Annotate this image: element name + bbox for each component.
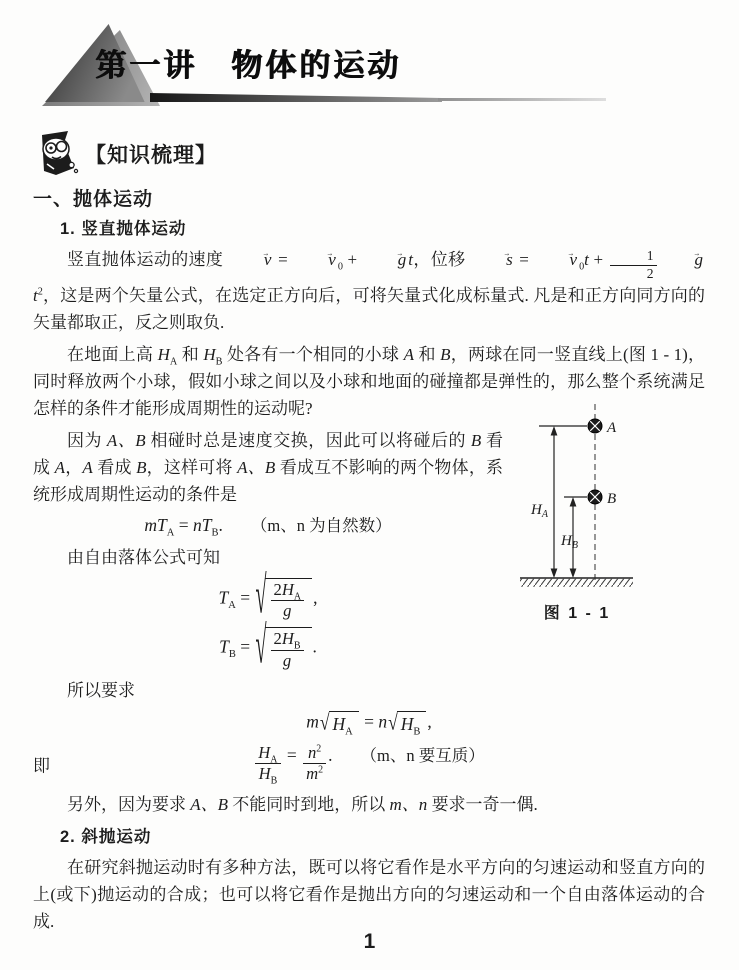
radicand: $H_B$ [397, 711, 427, 736]
var-m: m [144, 514, 158, 535]
fraction-denominator: $H_B$ [258, 764, 278, 787]
ball-B-icon [588, 490, 602, 504]
paragraph-vertical-projectile-formulas [33, 246, 705, 336]
subscript: A [228, 599, 236, 611]
var-A: A [54, 457, 66, 477]
text-run: 看成 [33, 430, 504, 477]
page-content [33, 184, 705, 940]
var-TB: T [219, 636, 229, 657]
var-TB: T [201, 514, 212, 535]
figure-label-HA: $H_A$ [531, 501, 548, 520]
vector-v: → v [230, 246, 272, 273]
var-mn: m、n [389, 795, 428, 815]
fraction-2HB-over-g [271, 630, 304, 670]
text-run: ，这样可将 [146, 457, 238, 477]
figure-caption: 图 1 - 1 [543, 604, 611, 622]
subscript: 0 [337, 261, 343, 273]
paragraph-odd-even [33, 791, 705, 818]
text-run: ，两球在同一竖直线上(图 1 - 1)，同时释放两个小球，假如小球之间以及小球和地面的碰撞都是弹性的，那么整个系统满足怎样的条件才能形成周期性的运动呢? [33, 344, 706, 418]
chapter-banner [0, 24, 739, 110]
square-root [255, 568, 313, 627]
figure-label-B: B [607, 490, 617, 507]
comma-mark: , [427, 711, 432, 732]
figure-text-region [33, 419, 705, 676]
var-t: t [33, 285, 38, 305]
fraction-n2-over-m2 [303, 744, 326, 784]
text-run: ，位移 [412, 250, 471, 269]
equation-height-ratio [33, 742, 705, 787]
fraction-numerator: 1 [610, 249, 657, 266]
subscript: A [166, 527, 175, 539]
fraction-numerator: $2H_A$ [271, 581, 305, 601]
radical-sign-icon: √ [255, 568, 267, 627]
paragraph-so-require: 所以要求 [67, 680, 135, 700]
var-TA: T [218, 587, 229, 608]
fraction-denominator: g [283, 601, 292, 621]
ball-A-icon [588, 419, 602, 433]
var-t: t [584, 250, 589, 269]
text-run: 另外，因为要求 [67, 795, 191, 815]
scholar-mascot-icon [35, 130, 81, 177]
subsection-title-oblique-projectile: 2. 斜抛运动 [60, 828, 152, 847]
text-run: 不能同时到地，所以 [228, 795, 390, 815]
square-root [255, 618, 311, 676]
equation-m-sqrt-HA [33, 711, 705, 736]
radicand [265, 627, 312, 670]
ground-hatching [520, 579, 633, 587]
connector-ji: 即 [33, 756, 50, 776]
text-run: 要求一奇一偶. [427, 795, 538, 815]
var-AB: A、B [106, 430, 146, 450]
subscript: A [169, 356, 178, 368]
equals-sign: = [273, 250, 293, 269]
equals-sign: = [235, 636, 255, 657]
var-HB: H [203, 344, 216, 364]
var-B: B [136, 457, 147, 477]
subscript: B [215, 356, 223, 368]
var-t: t [408, 250, 413, 269]
equation-TB [33, 618, 705, 676]
text-run: ， [65, 457, 83, 477]
fraction-HA-over-HB [255, 742, 280, 787]
var-AB: A、B [237, 457, 276, 477]
period-mark: . [328, 744, 333, 765]
page-number: 1 [363, 930, 376, 953]
height-arrow-HA [551, 426, 558, 578]
plus-sign: + [342, 250, 362, 269]
vector-v0: → v [536, 246, 578, 273]
text-run: 和 [177, 344, 204, 364]
var-n: n [193, 514, 202, 535]
var-n: n [378, 711, 388, 732]
superscript: 2 [37, 286, 43, 298]
equals-sign: = [282, 744, 302, 765]
equation-note: （m、n 为自然数） [250, 515, 392, 535]
knowledge-label: 【知识梳理】 [85, 143, 217, 167]
var-AB: A、B [190, 795, 229, 815]
paragraph-freefall-intro: 由自由落体公式可知 [67, 547, 220, 567]
fraction-numerator: $H_A$ [255, 744, 280, 764]
text-run: 因为 [67, 430, 107, 450]
subsection-title-vertical-projectile: 1. 竖直抛体运动 [60, 220, 187, 238]
text-run: 竖直抛体运动的速度 [67, 250, 228, 269]
var-TA: T [157, 514, 167, 535]
vector-g: → g [364, 246, 407, 273]
var-A: A [403, 344, 414, 364]
knowledge-header [35, 130, 217, 177]
text-run: 处各有一个相同的小球 [222, 344, 404, 364]
var-m: m [306, 711, 319, 732]
equation-note: （m、n 要互质） [360, 745, 485, 765]
equation-ratio-row [33, 742, 705, 787]
period-mark: . [218, 514, 223, 535]
var-HA: H [157, 344, 170, 364]
figure-1-1 [517, 401, 717, 623]
text-run: 看成 [92, 457, 137, 477]
fraction-one-half [610, 249, 657, 282]
equals-sign: = [235, 587, 255, 608]
vector-g: → g [661, 246, 704, 273]
var-A: A [82, 457, 93, 477]
text-run: ，这是两个矢量公式，在选定正方向后，可将矢量式化成标量式. 凡是和正方向同方向的矢量都取正，反之则取负. [33, 285, 705, 332]
fraction-numerator: $n^2$ [303, 744, 326, 764]
fraction-numerator: $2H_B$ [271, 630, 304, 650]
period-mark: . [312, 636, 317, 657]
subscript: B [228, 649, 236, 661]
banner-swoosh-line-icon [438, 98, 606, 101]
fraction-denominator: g [282, 650, 292, 670]
radicand: $H_A$ [329, 711, 359, 736]
text-run: 和 [414, 344, 441, 364]
section-title-projectile-motion: 一、抛体运动 [33, 189, 154, 210]
fraction-denominator: 2 [646, 265, 654, 281]
square-root [320, 711, 359, 736]
figure-label-HB: $H_B$ [561, 532, 578, 551]
chapter-title: 第一讲 物体的运动 [95, 48, 401, 83]
fraction-denominator: $m^2$ [306, 764, 324, 784]
var-B: B [440, 344, 451, 364]
banner-swoosh-icon [150, 93, 442, 102]
paragraph-oblique-projectile: 在研究斜抛运动时有多种方法，既可以将它看作是水平方向的匀速运动和竖直方向的上(或下)抛运动的合成；也可以将它看作是抛出方向的匀速运动和一个自由落体运动的合成. [33, 858, 705, 932]
subscript: B [211, 527, 219, 539]
square-root [388, 711, 426, 736]
equals-sign: = [174, 514, 193, 535]
vector-s: → s [472, 246, 513, 273]
text-run: 看成互不影响的两个物体，系统形成周期性运动的条件是 [33, 457, 504, 504]
radical-sign-icon: √ [388, 709, 398, 735]
subscript: 0 [579, 261, 585, 273]
text-run: 在地面上高 [67, 344, 158, 364]
radicand [265, 578, 313, 621]
comma-mark: , [313, 587, 318, 608]
radical-sign-icon: √ [319, 709, 330, 735]
equals-sign: = [359, 711, 379, 732]
vector-v0: → v [294, 246, 336, 273]
radical-sign-icon: √ [255, 618, 267, 676]
fraction-2HA-over-g [271, 581, 305, 621]
equals-sign: = [514, 250, 534, 269]
text-run: 相碰时总是速度交换，因此可以将碰后的 [145, 430, 471, 450]
figure-label-A: A [607, 419, 617, 436]
var-B: B [470, 430, 482, 450]
figure-1-1-diagram [517, 401, 717, 593]
plus-sign: + [588, 250, 608, 269]
